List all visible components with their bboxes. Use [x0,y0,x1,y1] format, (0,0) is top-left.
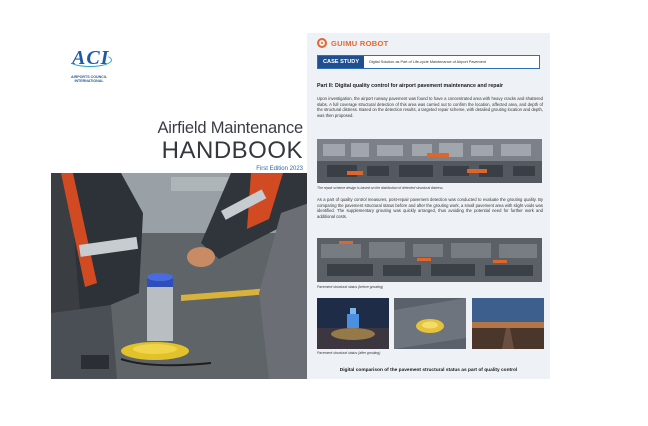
part-title: Part II: Digital quality control for airport pavement maintenance and repair [317,83,504,89]
detection-map-image [317,139,542,183]
night-survey-image [317,298,389,349]
cover-photo [51,173,309,379]
before-grouting-image [317,238,542,282]
brand-name: GUIMU ROBOT [331,38,389,48]
figure-caption-repair-scheme: The repair scheme design is based on the distribution of detected structural distress [317,186,443,190]
case-study-description: Digital Solution as Part of Life-cycle Maintenance of Airport Pavement [369,60,486,64]
repair-scheme-figure [317,139,542,183]
handbook-cover [51,33,309,379]
radar-3d-image [394,298,466,349]
aci-subtitle-line: AIRPORTS COUNCIL [71,75,107,79]
figure-caption-after-grouting: Pavement structural status (after grouting) [317,351,381,355]
case-study-page [307,33,550,379]
aci-subtitle [64,75,114,84]
aci-orbit-icon [68,53,112,67]
aci-logo [64,43,114,84]
brand-header [317,38,388,48]
summary-statement: Digital comparison of the pavement structural status as part of quality control [339,368,518,373]
aci-acronym: ACI [72,47,110,69]
guimu-logo-icon [317,38,327,48]
paragraph-quality-control: As a part of quality control measures, post-repair pavement detection was conducted to evaluate the grouting quality. By comparing the pavement structural status before and after the grouting work, a small pavement area with slight voids was identified. The supplementary grouting was quickly arranged, thus avoiding the potential need for further work and additional costs. [317,197,543,219]
aci-subtitle-line: INTERNATIONAL [74,79,104,84]
night-survey-photo [317,298,389,349]
cover-title-line2: HANDBOOK [161,137,303,164]
paragraph-investigation: Upon investigation, the airport runway pavement was found to have a concentrated area with heavy cracks and shattered slabs. A full coverage structural detection of this area was carried out to confirm the location, affected area, and depth of the structural distress. Based on the detection results, a targeted repair scheme, with detailed grouting location and depth, was then proposed. [317,96,543,118]
case-study-tag: CASE STUDY [318,56,364,68]
cover-edition: First Edition 2023 [256,166,303,172]
case-study-banner [317,55,540,69]
figure-caption-before-grouting: Pavement structural status (before grouting) [317,285,384,289]
maintenance-workers-illustration [51,173,309,379]
cover-title-line1: Airfield Maintenance [157,119,303,137]
before-grouting-figure [317,238,542,282]
sunset-runway-image [472,298,544,349]
sunset-runway-photo [472,298,544,349]
aci-emblem [72,43,110,73]
cover-title [158,119,304,172]
radar-3d-view [394,298,466,349]
